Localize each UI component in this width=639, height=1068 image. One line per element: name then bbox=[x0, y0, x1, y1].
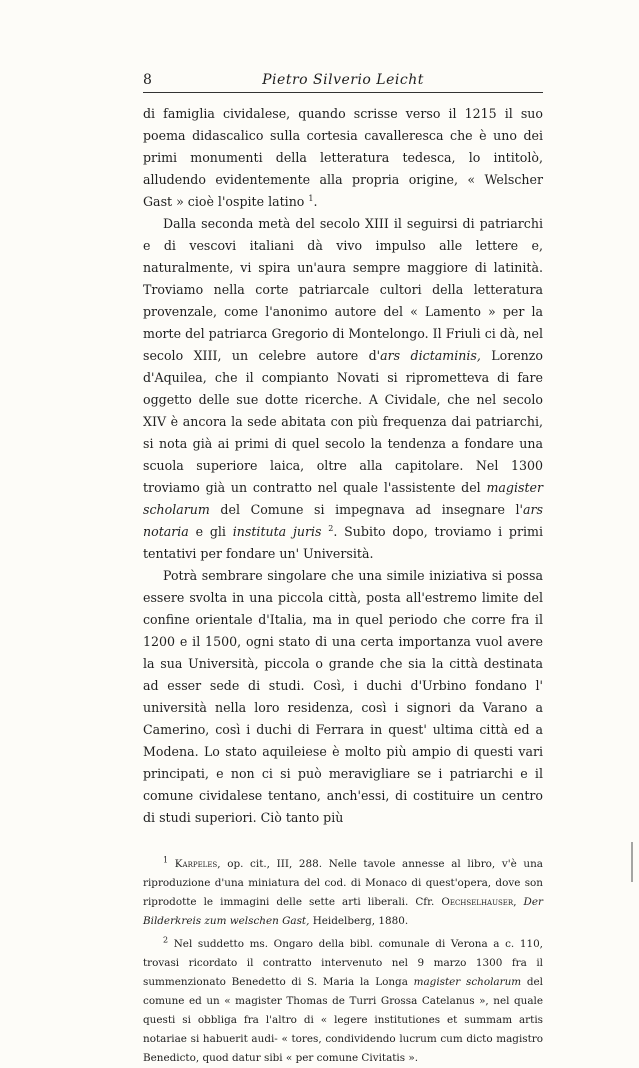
italic-text: Der Bilderkreis zum welschen Gast, bbox=[143, 896, 543, 927]
body-paragraph bbox=[143, 213, 543, 565]
italic-text: ars notaria bbox=[143, 502, 543, 539]
italic-text: magister scholarum bbox=[413, 976, 522, 988]
text-run: , bbox=[513, 896, 524, 908]
text-run: del comune ed un « magister Thomas de Turri Grossa Catelanus », nel quale questi si obbliga fra l'altro di « legere institutiones et summam artis notariae si habuerit audi- « tores, condividendo lucrum cum dicto magistro Benedicto, quod datur sibi « per comune Civitatis ». bbox=[143, 976, 543, 1064]
body-paragraph bbox=[143, 103, 543, 213]
italic-text: instituta juris bbox=[232, 524, 322, 539]
book-page bbox=[143, 70, 543, 1068]
page-edge-mark bbox=[631, 842, 633, 882]
author-name: Karpeles bbox=[174, 858, 218, 870]
text-run: Nel suddetto ms. Ongaro della bibl. comunale di Verona a c. 110, trovasi ricordato il contratto intervenuto nel 9 marzo 1300 fra il summenzionato Benedetto di S. Maria la Longa bbox=[143, 938, 543, 988]
body-paragraph bbox=[143, 565, 543, 829]
footnote-ref: 1 bbox=[308, 193, 314, 203]
italic-text: magister scholarum bbox=[143, 480, 543, 517]
footnote-ref: 1 bbox=[163, 855, 169, 865]
footnote-ref: 2 bbox=[163, 935, 169, 945]
text-run: . Subito dopo, troviamo i primi tentativi per fondare un' Università. bbox=[143, 524, 543, 561]
text-run: del Comune si impegnava ad insegnare l' bbox=[209, 502, 523, 517]
footnote bbox=[143, 855, 543, 931]
author-name: Oechselhauser bbox=[441, 896, 514, 908]
text-run: Dalla seconda metà del secolo XIII il seguirsi di patriarchi e di vescovi italiani dà vivo impulso alle lettere e, naturalmente, vi spira un'aura sempre maggiore di latinità. Troviamo nella corte patriarcale cultori della letteratura provenzale, come l'anonimo autore del « Lamento » per la morte del patriarca Gregorio di Montelongo. Il Friuli ci dà, nel secolo XIII, un celebre autore d' bbox=[143, 216, 543, 363]
body-text bbox=[143, 103, 543, 829]
text-run: e gli bbox=[188, 524, 233, 539]
footnote-ref: 2 bbox=[328, 523, 334, 533]
text-run: Heidelberg, 1880. bbox=[309, 915, 409, 927]
italic-text: ars dictaminis, bbox=[380, 348, 481, 363]
text-run bbox=[168, 858, 175, 870]
running-title: Pietro Silverio Leicht bbox=[262, 72, 424, 88]
page-number: 8 bbox=[143, 72, 152, 88]
footnotes bbox=[143, 855, 543, 1068]
text-run: Potrà sembrare singolare che una simile iniziativa si possa essere svolta in una piccola città, posta all'estremo limite del confine orientale d'Italia, ma in quel periodo che corre fra il 1200 e il 1500, ogni stato di una certa importanza vuol avere la sua Università, piccola o grande che sia la città destinata ad esser sede di studi. Così, i duchi d'Urbino fondano l' università nella loro residenza, così i signori da Varano a Camerino, così i duchi di Ferrara in quest' ultima città ed a Modena. Lo stato aquileiese è molto più ampio di questi vari principati, e non ci si può meravigliare se i patriarchi e il comune cividalese tentano, anch'essi, di costituire un centro di studi superiori. Ciò tanto più bbox=[143, 568, 543, 825]
running-head bbox=[143, 70, 543, 93]
text-run: Lorenzo d'Aquilea, che il compianto Novati si riprometteva di fare oggetto delle sue dotte ricerche. A Cividale, che nel secolo XIV è ancora la sede abitata con più frequenza dai patriarchi, si nota già ai primi di quel secolo la tendenza a fondare una scuola superiore laica, oltre alla capitolare. Nel 1300 troviamo già un contratto nel quale l'assistente del bbox=[143, 348, 544, 495]
footnote bbox=[143, 935, 543, 1068]
text-run: di famiglia cividalese, quando scrisse verso il 1215 il suo poema didascalico sulla cortesia cavalleresca che è uno dei primi monumenti della letteratura tedesca, lo intitolò, alludendo evidentemente alla propria origine, « Welscher Gast » cioè l'ospite latino bbox=[143, 106, 543, 209]
text-run: . bbox=[313, 194, 318, 209]
text-run: , op. cit., III, 288. Nelle tavole annesse al libro, v'è una riproduzione d'una miniatura del cod. di Monaco di quest'opera, dove son riprodotte le immagini delle sette arti liberali. Cfr. bbox=[143, 858, 543, 908]
